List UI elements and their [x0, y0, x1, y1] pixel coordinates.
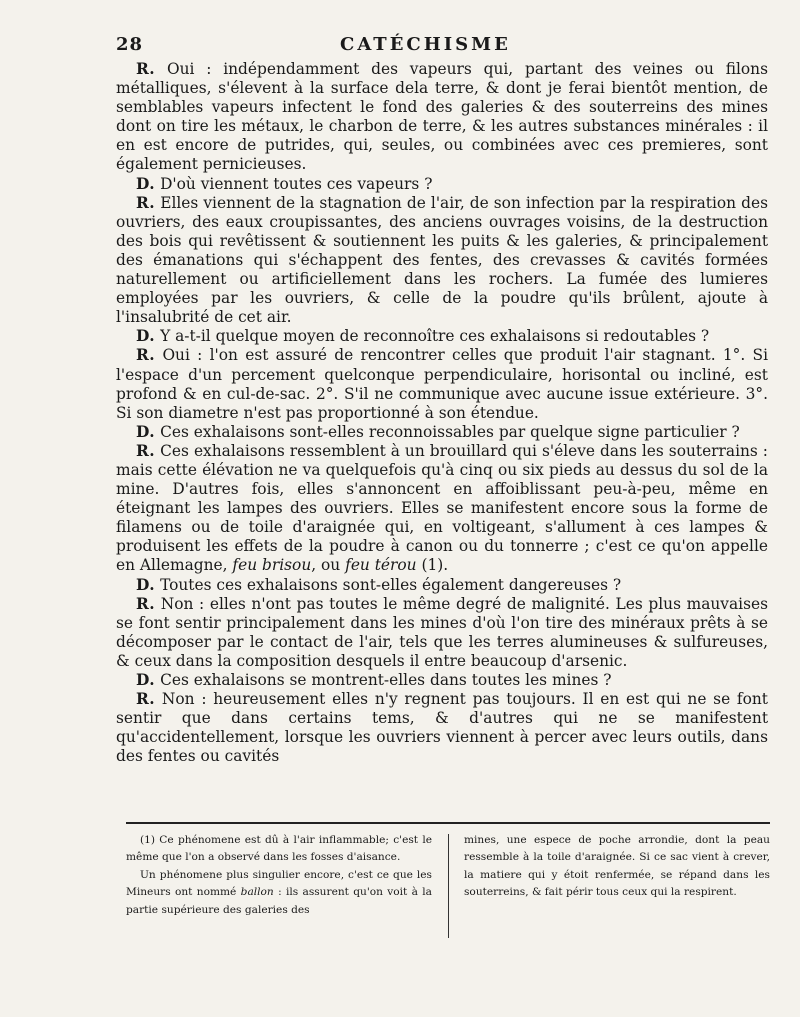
footnote-column-left	[126, 832, 432, 919]
column-divider	[448, 834, 449, 938]
speaker-label: R.	[136, 346, 156, 365]
footnote-column-right	[464, 832, 770, 902]
footnote-text: mines, une espece de poche arrondie, dont la peau ressemble à la toile d'araignée. Si ce sac vient à crever, la matiere qui y étoit renfermée, se répand dans les souterreins, & fait périr tous ceux qui la respirent.	[464, 834, 770, 899]
question-paragraph	[116, 576, 768, 595]
speaker-label: D.	[136, 671, 156, 689]
footnote-continuation	[126, 867, 432, 919]
answer-paragraph	[116, 690, 768, 766]
speaker-label: R.	[136, 690, 156, 709]
footnote-reference: (1).	[421, 556, 449, 575]
paragraph-text: Ces exhalaisons se montrent-elles dans toutes les mines ?	[160, 671, 612, 689]
paragraph-text: Non : elles n'ont pas toutes le même degré de malignité. Les plus mauvaises se font sentir principalement dans les mines d'où l'on tire des minéraux prêts à se décomposer par le contact de l'air, tels que les terres alumineuses & sulfureuses, & ceux dans la composition desquels il entre beaucoup d'arsenic.	[116, 594, 768, 670]
paragraph-text: Y a-t-il quelque moyen de reconnoître ces exhalaisons si redoutables ?	[160, 327, 710, 346]
page-number: 28	[116, 34, 144, 55]
paragraph-text: Non : heureusement elles n'y regnent pas toujours. Il en est qui ne se font sentir que dans certains tems, & d'autres qui ne se manifestent qu'accidentellement, lorsque les ouvriers viennent à percer avec leurs outils, dans des fentes ou cavités	[116, 690, 768, 766]
answer-paragraph	[116, 442, 768, 576]
speaker-label: D.	[136, 327, 156, 346]
footnote-text: Un phénomene plus singulier encore, c'est ce que les Mineurs ont nommé	[126, 868, 432, 899]
italic-term: feu brisou	[232, 556, 312, 575]
italic-term: ballon	[240, 886, 274, 899]
footnote-1: (1) Ce phénomene est dû à l'air inflammable; c'est le même que l'on a observé dans les fosses d'aisance.	[126, 834, 432, 864]
paragraph-text: Oui : indépendamment des vapeurs qui, partant des veines ou filons métalliques, s'élevent à la surface dela terre, & dont je ferai bientôt mention, de semblables vapeurs infectent le fond des galeries & des souterreins des mines dont on tire les métaux, le charbon de terre, & les autres substances minérales : il en est encore de putrides, qui, seules, ou combinées avec ces premieres, sont également pernicieuses.	[116, 60, 768, 174]
paragraph-text: Toutes ces exhalaisons sont-elles également dangereuses ?	[160, 575, 622, 594]
speaker-label: D.	[136, 174, 156, 193]
question-paragraph	[116, 175, 768, 194]
running-title: CATÉCHISME	[340, 34, 511, 55]
italic-term: feu térou	[345, 556, 417, 575]
catechism-text	[116, 60, 768, 766]
speaker-label: R.	[136, 60, 156, 78]
paragraph-text: Oui : l'on est assuré de rencontrer celles que produit l'air stagnant. 1°. Si l'espace d'un percement quelconque perpendiculaire, horisontal ou incliné, est profond & en cul-de-sac. 2°. S'il ne communique avec aucune issue extérieure. 3°. Si son diametre n'est pas proportionné à son étendue.	[116, 346, 768, 422]
footnote-rule	[126, 822, 770, 824]
paragraph-text: Elles viennent de la stagnation de l'air, de son infection par la respiration des ouvriers, des eaux croupissantes, des anciens ouvrages voisins, de la destruction des bois qui revêtissent & soutiennent les puits & les galeries, & principalement des émanations qui s'échappent des fentes, des crevasses & cavités formées naturellement ou artificiellement dans les rochers. La fumée des lumieres employées par les ouvriers, & celle de la poudre qu'ils brûlent, ajoute à l'insalubrité de cet air.	[116, 193, 768, 327]
footnote-text: : ils assurent qu'on voit à la partie supérieure des galeries des	[126, 886, 432, 916]
answer-paragraph	[116, 346, 768, 422]
paragraph-text: , ou	[311, 556, 341, 575]
answer-paragraph	[116, 595, 768, 671]
paragraph-text: D'où viennent toutes ces vapeurs ?	[160, 174, 433, 193]
question-paragraph	[116, 671, 768, 690]
speaker-label: D.	[136, 575, 156, 594]
speaker-label: R.	[136, 594, 156, 613]
speaker-label: D.	[136, 422, 156, 441]
paragraph-text: Ces exhalaisons sont-elles reconnoissables par quelque signe particulier ?	[160, 422, 740, 441]
answer-paragraph	[116, 194, 768, 328]
speaker-label: R.	[136, 193, 156, 212]
question-paragraph	[116, 423, 768, 442]
footnotes	[126, 832, 770, 942]
answer-paragraph	[116, 60, 768, 175]
speaker-label: R.	[136, 441, 156, 460]
question-paragraph	[116, 327, 768, 346]
paragraph-text: Ces exhalaisons ressemblent à un brouillard qui s'éleve dans les souterrains : mais cette élévation ne va quelquefois qu'à cinq ou six pieds au dessus du sol de la mine. D'autres fois, elles s'annoncent en affoiblissant peu-à-peu, même en éteignant les lampes des ouvriers. Elles se manifestent encore sous la forme de filamens ou de toile d'araignée qui, en voltigeant, s'allument à ces lampes & produisent les effets de la poudre à canon ou du tonnerre ; c'est ce qu'on appelle en Allemagne,	[116, 441, 768, 575]
page-header	[116, 34, 766, 56]
